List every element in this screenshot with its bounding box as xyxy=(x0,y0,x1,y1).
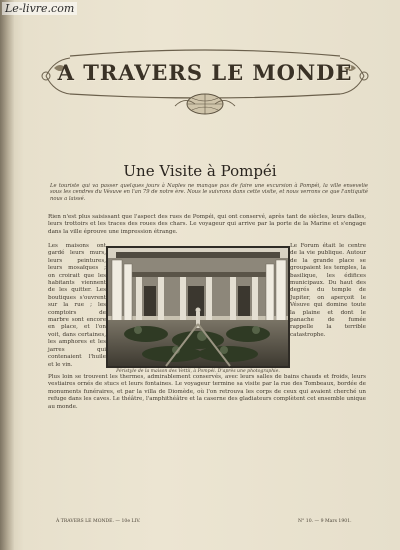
watermark: Le-livre.com xyxy=(2,2,77,15)
article-bottom-text: Plus loin se trouvent les thermes, admirablement conservés, avec leurs salles de bains chauds et froids, leurs vestiaires ornés de stucs et leurs fontaines. Le voyageur termine sa visite par la rue des Tombeaux, bordée de monuments funéraires, et par la villa de Diomède, où l'on retrouva les corps de ceux qui avaient cherché un refuge dans les caves. Le théâtre, l'amphithéâtre et la caserne des gladiateurs complètent cet ensemble unique au monde. xyxy=(48,374,366,410)
masthead xyxy=(40,48,370,118)
photo-caption: Péristyle de la maison des Vettii, à Pompéi. D'après une photographie. xyxy=(116,369,280,374)
article-left-column: Les maisons ont gardé leurs murs, leurs peintures, leurs mosaïques ; on croirait que les habitants viennent de les quitter. Les boutiques s'ouvrent sur la rue ; les comptoirs de marbre sont encore en place, et l'on voit, dans certaines, les amphores et les jarres qui contenaient l'huile et le vin. xyxy=(48,243,106,368)
book-spine xyxy=(0,0,14,550)
article-headline: Une Visite à Pompéi xyxy=(123,162,277,180)
article-right-column: Le Forum était le centre de la vie publique. Autour de la grande place se groupaient les temples, la basilique, les édifices municipaux. Du haut des degrés du temple de Jupiter, on aperçoit le Vésuve qui domine toute la plaine et dont le panache de fumée rappelle la terrible catastrophe. xyxy=(290,243,366,338)
footer-number: N° 10. — 9 Mars 1901. xyxy=(298,519,352,524)
article-intro: Le touriste qui va passer quelques jours à Naples ne manque pas de faire une excursion à Pompéi, la ville ensevelie sous les cendres du Vésuve en l'an 79 de notre ère. Nous le suivrons dans cette visite, et nous verrons ce que l'antiquité nous a laissé. xyxy=(50,183,368,202)
footer-issue: À TRAVERS LE MONDE. — 10e LIV. xyxy=(56,519,141,524)
masthead-title: A TRAVERS LE MONDE xyxy=(57,60,353,85)
article-lead-paragraph: Rien n'est plus saisissant que l'aspect des rues de Pompéi, qui ont conservé, après tant de siècles, leurs dalles, leurs trottoirs et les traces des roues des chars. Le voyageur qui arrive par la porte de la Marine et s'engage dans la ville éprouve une impression étrange. xyxy=(48,214,366,235)
pompeii-photograph xyxy=(106,246,290,368)
